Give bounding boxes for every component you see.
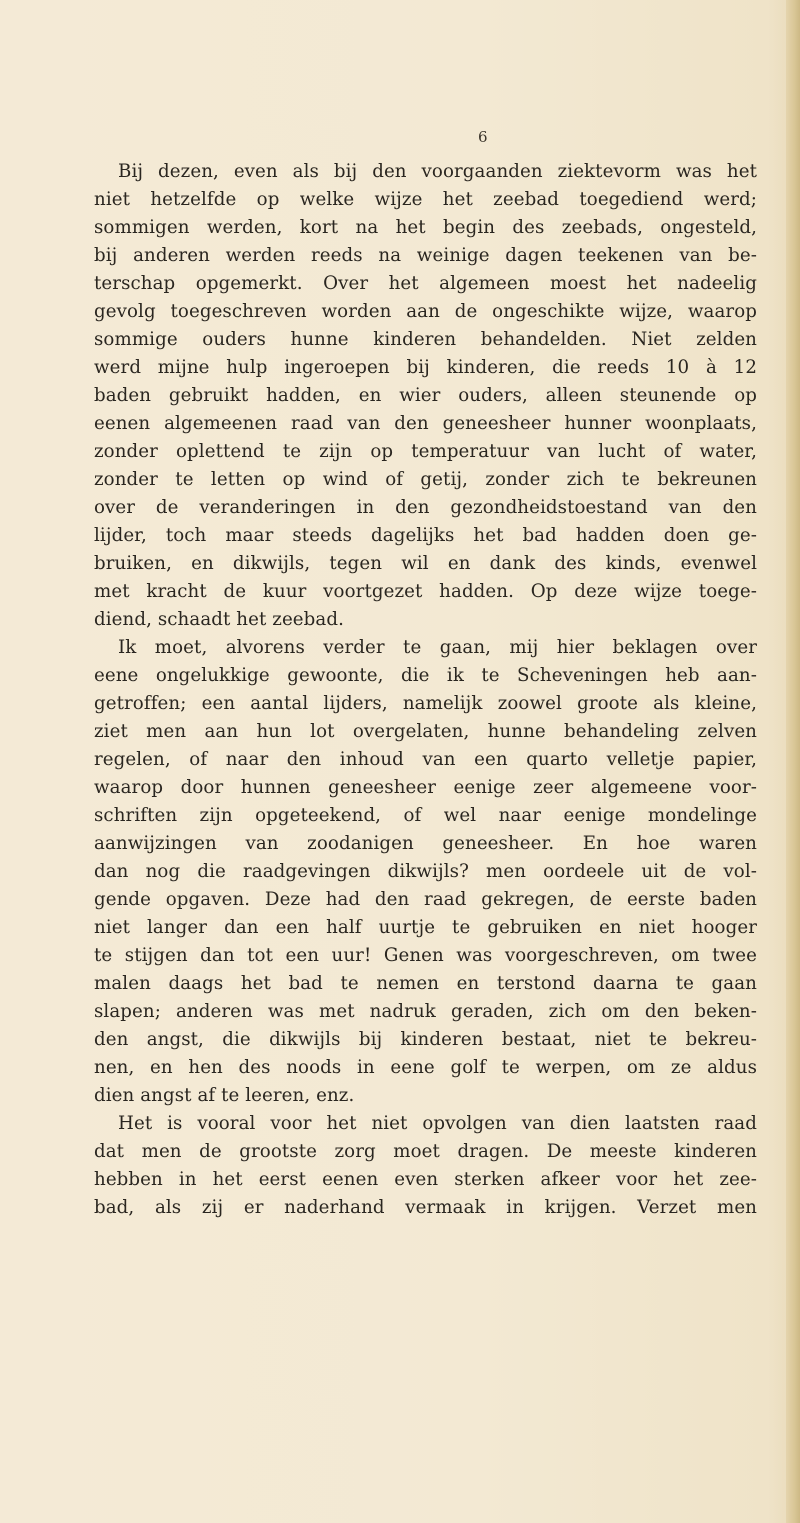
text-line: dat men de grootste zorg moet dragen. De meeste kinderen xyxy=(94,1141,757,1162)
text-line: waarop door hunnen geneesheer eenige zeer algemeene voor- xyxy=(94,777,757,798)
text-line: dien angst af te leeren, enz. xyxy=(94,1085,355,1106)
text-line: bad, als zij er naderhand vermaak in krijgen. Verzet men xyxy=(94,1197,757,1218)
text-line: eenen algemeenen raad van den geneesheer hunner woonplaats, xyxy=(94,413,757,434)
text-line: hebben in het eerst eenen even sterken afkeer voor het zee- xyxy=(94,1169,757,1190)
text-line: baden gebruikt hadden, en wier ouders, alleen steunende op xyxy=(94,385,757,406)
text-line: gende opgaven. Deze had den raad gekregen, de eerste baden xyxy=(94,889,757,910)
text-line: over de veranderingen in den gezondheidstoestand van den xyxy=(94,497,757,518)
text-line: eene ongelukkige gewoonte, die ik te Scheveningen heb aan- xyxy=(94,665,757,686)
text-line: ziet men aan hun lot overgelaten, hunne behandeling zelven xyxy=(94,721,757,742)
text-line: malen daags het bad te nemen en terstond daarna te gaan xyxy=(94,973,757,994)
text-line: den angst, die dikwijls bij kinderen bestaat, niet te bekreu- xyxy=(94,1029,757,1050)
text-line: lijder, toch maar steeds dagelijks het bad hadden doen ge- xyxy=(94,525,757,546)
text-line: diend, schaadt het zeebad. xyxy=(94,609,344,630)
text-line: dan nog die raadgevingen dikwijls? men oordeele uit de vol- xyxy=(94,861,757,882)
text-line: bij anderen werden reeds na weinige dagen teekenen van be- xyxy=(94,245,757,266)
text-line: slapen; anderen was met nadruk geraden, zich om den beken- xyxy=(94,1001,757,1022)
text-line: Ik moet, alvorens verder te gaan, mij hier beklagen over xyxy=(118,637,757,658)
text-line: te stijgen dan tot een uur! Genen was voorgeschreven, om twee xyxy=(94,945,757,966)
text-line: met kracht de kuur voortgezet hadden. Op deze wijze toege- xyxy=(94,581,757,602)
text-line: gevolg toegeschreven worden aan de ongeschikte wijze, waarop xyxy=(94,301,757,322)
text-line: zonder te letten op wind of getij, zonder zich te bekreunen xyxy=(94,469,757,490)
text-line: sommige ouders hunne kinderen behandelden. Niet zelden xyxy=(94,329,757,350)
text-line: sommigen werden, kort na het begin des zeebads, ongesteld, xyxy=(94,217,757,238)
text-line: schriften zijn opgeteekend, of wel naar eenige mondelinge xyxy=(94,805,757,826)
text-line: bruiken, en dikwijls, tegen wil en dank des kinds, evenwel xyxy=(94,553,757,574)
text-line: zonder oplettend te zijn op temperatuur van lucht of water, xyxy=(94,441,757,462)
page-number: 6 xyxy=(478,128,488,146)
body-text xyxy=(94,158,757,1222)
text-line: regelen, of naar den inhoud van een quarto velletje papier, xyxy=(94,749,757,770)
text-line: getroffen; een aantal lijders, namelijk zoowel groote als kleine, xyxy=(94,693,757,714)
page-edge-shadow xyxy=(786,0,800,1523)
text-line: Het is vooral voor het niet opvolgen van dien laatsten raad xyxy=(118,1113,757,1134)
text-line: niet hetzelfde op welke wijze het zeebad toegediend werd; xyxy=(94,189,757,210)
text-line: Bij dezen, even als bij den voorgaanden ziektevorm was het xyxy=(118,161,757,182)
text-line: werd mijne hulp ingeroepen bij kinderen, die reeds 10 à 12 xyxy=(94,357,757,378)
text-line: aanwijzingen van zoodanigen geneesheer. En hoe waren xyxy=(94,833,757,854)
text-line: terschap opgemerkt. Over het algemeen moest het nadeelig xyxy=(94,273,757,294)
text-line: niet langer dan een half uurtje te gebruiken en niet hooger xyxy=(94,917,757,938)
text-line: nen, en hen des noods in eene golf te werpen, om ze aldus xyxy=(94,1057,757,1078)
